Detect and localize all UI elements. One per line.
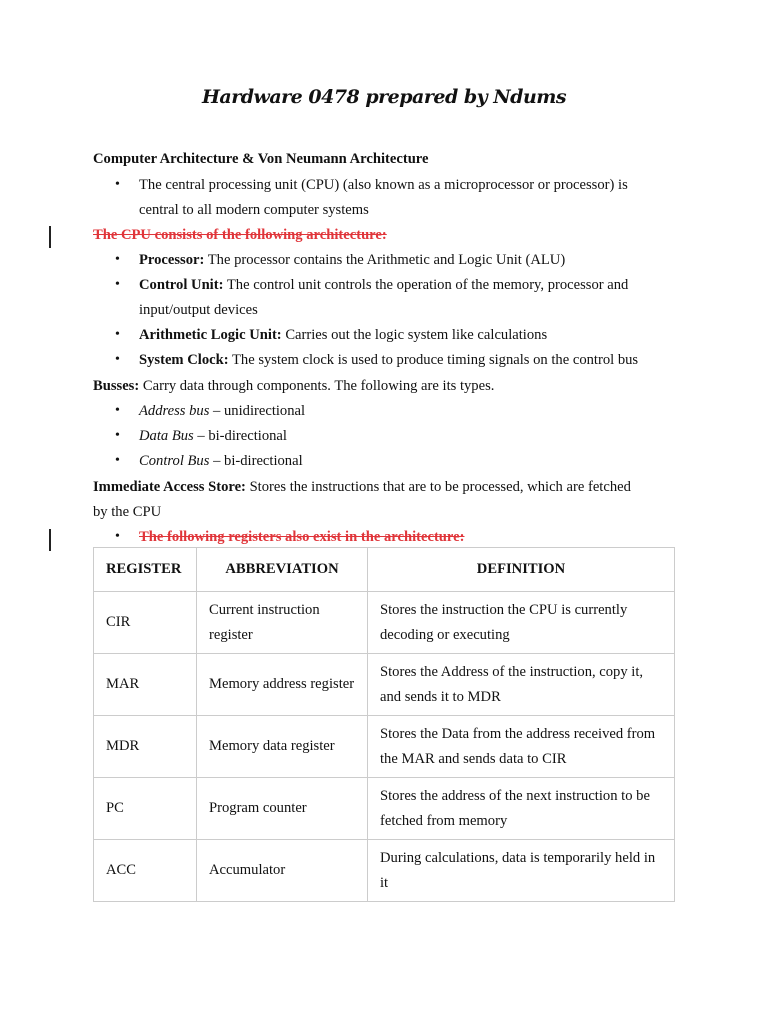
cell-definition: Stores the Data from the address received from the MAR and sends data to CIR — [368, 716, 675, 778]
cell-abbreviation: Current instruction register — [197, 592, 368, 654]
term: Control Unit: — [139, 277, 224, 293]
bullet-icon: • — [115, 252, 120, 267]
cpu-item-processor — [139, 250, 565, 270]
cell-abbreviation: Accumulator — [197, 840, 368, 902]
table-row — [94, 778, 675, 840]
section-heading: Computer Architecture & Von Neumann Architecture — [93, 151, 429, 167]
definition: Stores the instructions that are to be processed, which are fetched — [245, 479, 631, 495]
cell-register: PC — [94, 778, 197, 840]
definition: Carries out the logic system like calculations — [281, 327, 548, 343]
definition: Carry data through components. The following are its types. — [139, 378, 495, 394]
header-abbreviation: ABBREVIATION — [197, 548, 368, 592]
cell-register: MDR — [94, 716, 197, 778]
table-header-row — [94, 548, 675, 592]
cell-abbreviation: Program counter — [197, 778, 368, 840]
cell-definition: During calculations, data is temporarily held in it — [368, 840, 675, 902]
header-register: REGISTER — [94, 548, 197, 592]
definition: The system clock is used to produce timing signals on the control bus — [228, 352, 639, 368]
change-bar — [49, 226, 51, 248]
cpu-item-clock — [139, 350, 638, 370]
change-bar — [49, 529, 51, 551]
bullet-icon: • — [115, 403, 120, 418]
table-row — [94, 654, 675, 716]
bus-item — [139, 426, 287, 446]
table-row — [94, 840, 675, 902]
bus-item — [139, 401, 305, 421]
header-definition: DEFINITION — [368, 548, 675, 592]
cell-register: CIR — [94, 592, 197, 654]
cell-register: MAR — [94, 654, 197, 716]
term: Arithmetic Logic Unit: — [139, 327, 282, 343]
intro-text: The central processing unit (CPU) (also known as a microprocessor or processor) is — [139, 177, 628, 193]
intro-text-cont: central to all modern computer systems — [139, 202, 369, 218]
bullet-icon: • — [115, 428, 120, 443]
definition: The control unit controls the operation of the memory, processor and — [223, 277, 629, 293]
definition: The processor contains the Arithmetic and Logic Unit (ALU) — [204, 252, 566, 268]
bullet-icon: • — [115, 177, 120, 192]
term: Immediate Access Store: — [93, 479, 246, 495]
bullet-icon: • — [115, 453, 120, 468]
cpu-item-control-unit — [139, 275, 628, 295]
registers-heading: The following registers also exist in the architecture: — [139, 529, 465, 545]
cell-definition: Stores the address of the next instruction to be fetched from memory — [368, 778, 675, 840]
term: Busses: — [93, 378, 140, 394]
registers-table — [93, 547, 675, 902]
bus-direction: – bi-directional — [209, 453, 303, 469]
cell-abbreviation: Memory address register — [197, 654, 368, 716]
ias-paragraph-cont: by the CPU — [93, 504, 162, 520]
ias-paragraph — [93, 477, 631, 497]
term: System Clock: — [139, 352, 229, 368]
bullet-icon: • — [115, 529, 120, 544]
table-row — [94, 592, 675, 654]
cell-definition: Stores the Address of the instruction, copy it, and sends it to MDR — [368, 654, 675, 716]
bus-name: Control Bus — [139, 453, 210, 469]
bus-name: Address bus — [139, 403, 210, 419]
cpu-heading: The CPU consists of the following architecture: — [93, 227, 387, 243]
bus-item — [139, 451, 303, 471]
bus-direction: – bi-directional — [193, 428, 287, 444]
table-row — [94, 716, 675, 778]
document-title: Hardware 0478 prepared by Ndums — [201, 86, 567, 108]
bullet-icon: • — [115, 327, 120, 342]
busses-paragraph — [93, 376, 494, 396]
cell-definition: Stores the instruction the CPU is currently decoding or executing — [368, 592, 675, 654]
cpu-item-control-unit-cont: input/output devices — [139, 302, 258, 318]
term: Processor: — [139, 252, 205, 268]
bullet-icon: • — [115, 352, 120, 367]
cell-register: ACC — [94, 840, 197, 902]
bullet-icon: • — [115, 277, 120, 292]
bus-name: Data Bus — [139, 428, 194, 444]
bus-direction: – unidirectional — [209, 403, 306, 419]
cpu-item-alu — [139, 325, 547, 345]
cell-abbreviation: Memory data register — [197, 716, 368, 778]
